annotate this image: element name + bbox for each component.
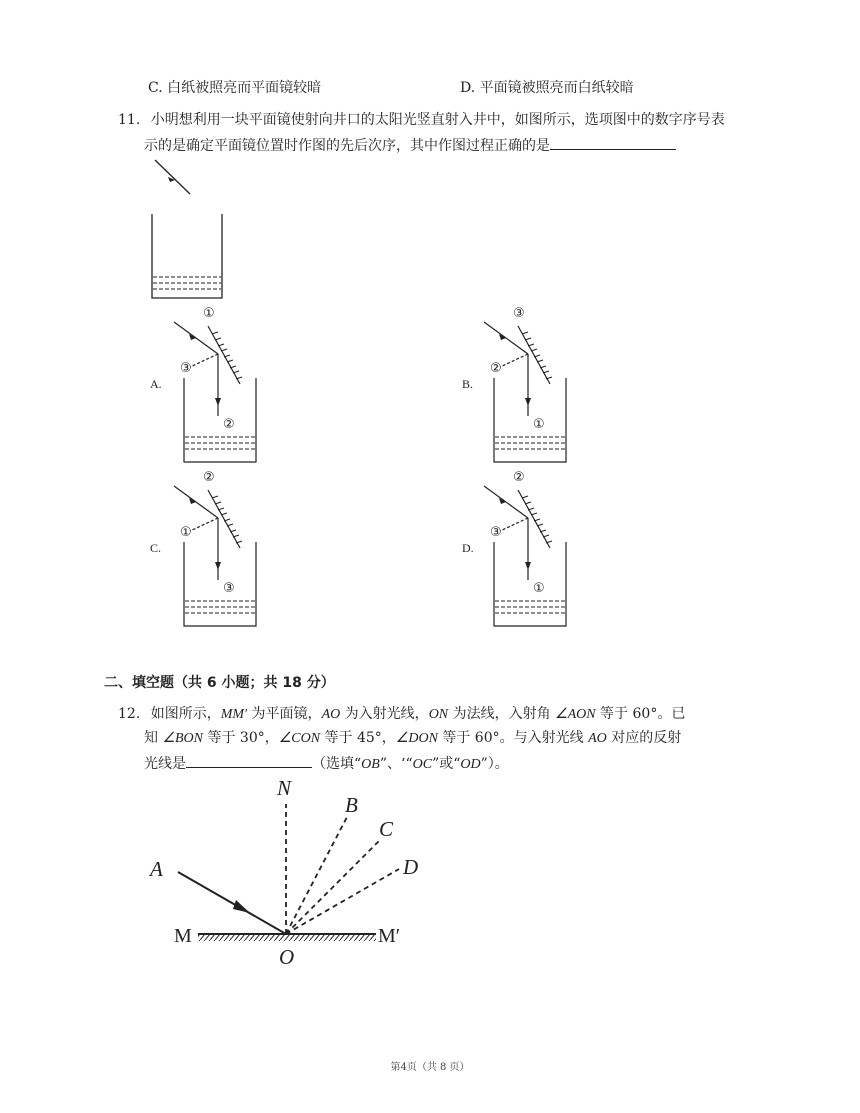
- q12-ao: AO: [588, 731, 607, 746]
- option-b-figure: [480, 300, 580, 465]
- label-o: O: [279, 945, 295, 969]
- option-d-step-top: ②: [513, 470, 525, 485]
- option-c-prev: C. 白纸被照亮而平面镜较暗: [148, 80, 322, 96]
- option-b-step-top: ③: [513, 306, 525, 321]
- q12-text: 如图所示，: [150, 706, 221, 722]
- q11-main-figure: [140, 150, 240, 310]
- label-a: A: [150, 857, 163, 881]
- option-a-step-top: ①: [203, 306, 215, 321]
- label-m-prime: M′: [378, 925, 401, 947]
- option-a-step-left: ③: [180, 361, 192, 376]
- option-a-step-bottom: ②: [223, 417, 235, 432]
- q12-text: 光线是: [144, 756, 186, 772]
- option-d-label: D.: [462, 541, 474, 555]
- option-b-step-left: ②: [490, 361, 502, 376]
- option-b-label: B.: [462, 377, 474, 391]
- q11-line1: [118, 110, 725, 130]
- q12-text: 对应的反射: [606, 730, 682, 746]
- page-footer: 第4页（共 8 页）: [390, 1062, 470, 1073]
- label-n: N: [277, 776, 292, 800]
- q12-text: ”或“: [432, 756, 461, 772]
- label-d: D: [403, 855, 419, 879]
- q12-angle-bon: ∠BON: [162, 731, 204, 746]
- q12-text: 为法线，入射角: [448, 706, 556, 722]
- option-a-figure: [170, 300, 270, 465]
- section-heading: 二、填空题（共 6 小题；共 18 分）: [104, 675, 335, 691]
- q12-choice-ob: OB: [361, 757, 380, 772]
- q12-text: （选填“: [312, 756, 362, 772]
- q12-text: 为入射光线，: [340, 706, 429, 722]
- q12-angle-aon: ∠AON: [555, 707, 596, 722]
- q12-ao: AO: [321, 707, 341, 722]
- q11-text2: 示的是确定平面镜位置时作图的先后次序，其中作图过程正确的是: [144, 138, 550, 154]
- option-d-figure: [480, 464, 580, 629]
- q12-mm: MM′: [220, 707, 248, 722]
- q12-text: 知: [144, 730, 163, 746]
- option-c-step-left: ①: [180, 525, 192, 540]
- q12-choice-od: OD: [460, 757, 481, 772]
- option-a-label: A.: [150, 377, 162, 391]
- option-b-step-bottom: ①: [533, 417, 545, 432]
- q12-angle-con: ∠CON: [278, 731, 321, 746]
- q12-text: 等于 60°。已: [595, 706, 686, 722]
- label-c: C: [379, 817, 394, 841]
- q12-on: ON: [428, 707, 449, 722]
- label-m: M: [174, 925, 192, 947]
- q12-text: 等于 30°，: [203, 730, 279, 746]
- option-c-step-top: ②: [203, 470, 215, 485]
- option-d-step-bottom: ①: [533, 581, 545, 596]
- option-c-step-bottom: ③: [223, 581, 235, 596]
- option-d-prev: D. 平面镜被照亮而白纸较暗: [460, 80, 634, 96]
- q12-line1: [118, 704, 685, 725]
- q12-text: 等于 45°，: [320, 730, 396, 746]
- q12-text: 等于 60°。与入射光线: [437, 730, 589, 746]
- q12-number: 12.: [118, 706, 141, 722]
- q12-answer-blank[interactable]: [186, 752, 312, 768]
- q11-number: 11.: [118, 112, 141, 128]
- q12-text: ”、‘“: [379, 756, 413, 772]
- q12-angle-don: ∠DON: [395, 731, 438, 746]
- q12-text: ”）。: [480, 756, 509, 772]
- label-b: B: [345, 793, 358, 817]
- q12-reflection-figure: [140, 772, 440, 982]
- q11-text1: 小明想利用一块平面镜使射向井口的太阳光竖直射入井中，如图所示，选项图中的数字序号表: [150, 112, 725, 128]
- q12-line2: [144, 728, 681, 749]
- option-d-step-left: ③: [490, 525, 502, 540]
- option-c-label: C.: [150, 541, 162, 555]
- option-c-figure: [170, 464, 270, 629]
- q12-text: 为平面镜，: [247, 706, 322, 722]
- q11-answer-blank[interactable]: [550, 134, 676, 150]
- q12-choice-oc: OC: [412, 757, 433, 772]
